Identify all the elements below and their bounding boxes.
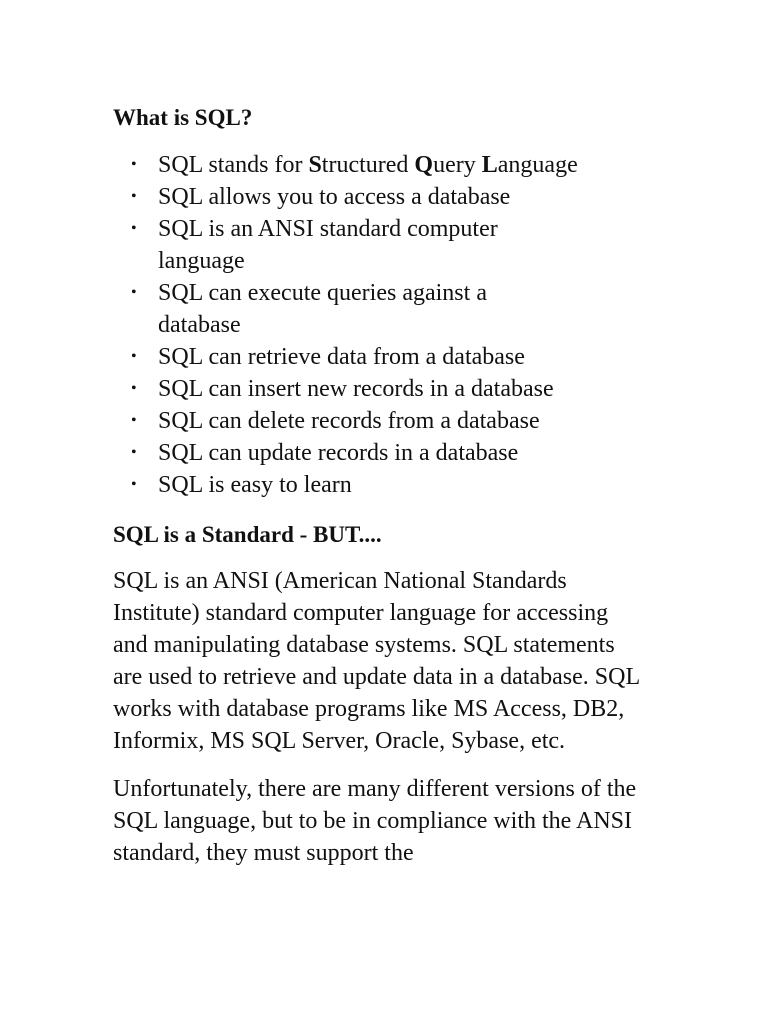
paragraph-ansi-description: SQL is an ANSI (American National Standards Institute) standard computer language for accessing and manipulating database systems. SQL statements are used to retrieve and update data in a database. SQL works with database programs like MS Access, DB2, Informix, MS SQL Server, Oracle, Sybase, etc. [113, 568, 640, 754]
list-item [113, 373, 558, 405]
paragraph-versions: Unfortunately, there are many different versions of the SQL language, but to be in compliance with the ANSI standard, they must support the [113, 776, 637, 866]
document-page [113, 102, 653, 885]
list-item-text: SQL can delete records from a database [158, 408, 540, 434]
list-item-text: SQL allows you to access a database [158, 184, 511, 210]
list-item [113, 277, 558, 341]
sql-features-list [113, 149, 653, 501]
list-item-text: SQL can insert new records in a database [158, 376, 554, 402]
list-item-text: SQL can update records in a database [158, 440, 519, 466]
list-item-text: SQL can execute queries against a database [158, 280, 487, 338]
bullet-icon: • [131, 156, 137, 173]
bullet-icon: • [131, 412, 137, 429]
bullet-icon: • [131, 220, 137, 237]
bullet-icon: • [131, 284, 137, 301]
list-item-text: SQL is an ANSI standard computer language [158, 216, 498, 274]
list-item-text: SQL is easy to learn [158, 472, 352, 498]
list-item-text: SQL stands for Structured Query Language [158, 152, 578, 178]
bullet-icon: • [131, 476, 137, 493]
list-item [113, 213, 558, 277]
list-item [113, 405, 558, 437]
list-item [113, 437, 558, 469]
list-item-text: SQL can retrieve data from a database [158, 344, 525, 370]
bullet-icon: • [131, 348, 137, 365]
list-item [113, 149, 653, 181]
bullet-icon: • [131, 188, 137, 205]
list-item [113, 181, 558, 213]
bullet-icon: • [131, 380, 137, 397]
bullet-icon: • [131, 444, 137, 461]
list-item [113, 341, 558, 373]
list-item [113, 469, 558, 501]
section-heading-sql-standard: SQL is a Standard - BUT.... [113, 522, 382, 547]
section-heading-what-is-sql: What is SQL? [113, 105, 253, 130]
